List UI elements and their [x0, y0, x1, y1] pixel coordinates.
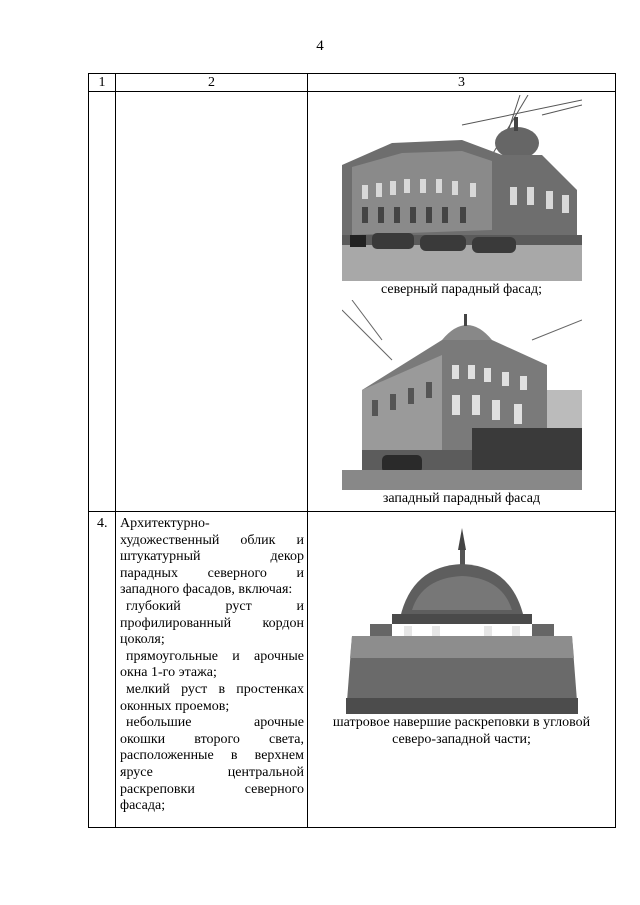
description-line: цоколя;: [120, 632, 165, 648]
description-line: окна 1-го этажа;: [120, 665, 217, 681]
photo-cell: [308, 512, 616, 828]
monument-table: [88, 73, 616, 828]
description-line: штукатурный декор: [120, 549, 304, 565]
table-row-4: [89, 512, 616, 828]
description-line: художественный облик и: [120, 532, 304, 548]
page-number: 4: [316, 38, 324, 54]
north-facade-caption: северный парадный фасад;: [380, 282, 543, 297]
description-cell: [116, 92, 308, 512]
tower-roof-caption-line-2: северо-западной части;: [392, 732, 531, 747]
table-row-continued: [89, 92, 616, 512]
description-line: глубокий руст и: [126, 598, 304, 614]
column-header-2: 2: [116, 74, 308, 92]
description-line: парадных северного и: [120, 565, 304, 581]
description-line: прямоугольные и арочные: [126, 648, 304, 664]
row-number-cell: [89, 92, 116, 512]
column-header-3: 3: [308, 74, 616, 92]
description-line: раскреповки северного: [120, 781, 304, 797]
row-number-cell: 4.: [89, 512, 116, 828]
photos-cell: [308, 92, 616, 512]
description-line: западного фасадов, включая:: [120, 582, 293, 598]
tower-roof-caption-line-1: шатровое навершие раскреповки в угловой: [332, 715, 591, 730]
tower-roof-photo: [342, 528, 582, 714]
description-line: фасада;: [120, 798, 166, 814]
description-line: расположенные в верхнем: [120, 748, 304, 764]
description-line: ярусе центральной: [120, 764, 304, 780]
north-facade-photo: [342, 95, 582, 281]
description-line: мелкий руст в простенках: [126, 681, 304, 697]
description-line: небольшие арочные: [126, 715, 304, 731]
description-cell: [116, 512, 308, 828]
description-line: профилированный кордон: [120, 615, 304, 631]
description-line: Архитектурно-: [120, 516, 210, 531]
description-line: окошки второго света,: [120, 731, 304, 747]
description-line: оконных проемов;: [120, 698, 230, 714]
west-facade-photo: [342, 300, 582, 490]
table-header-row: [89, 74, 616, 92]
west-facade-caption: западный парадный фасад: [382, 491, 541, 506]
column-header-1: 1: [89, 74, 116, 92]
